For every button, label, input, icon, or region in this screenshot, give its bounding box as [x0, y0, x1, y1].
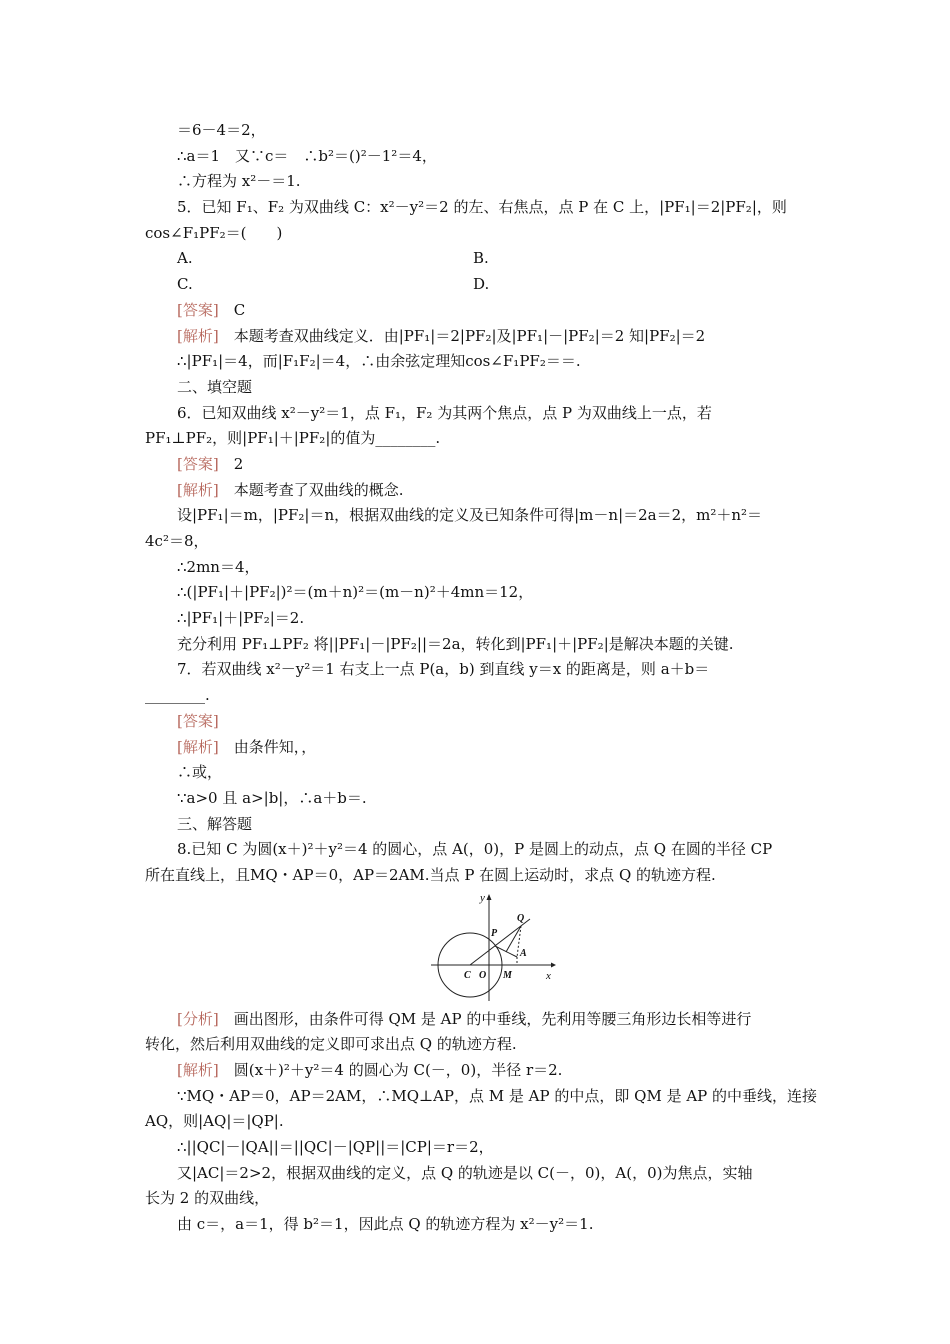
label-y: y [480, 891, 485, 904]
answer-tag: [答案] [177, 711, 219, 730]
question-7-stem-cont: ________. [145, 686, 210, 705]
question-5-stem: 5．已知 F₁、F₂ 为双曲线 C：x²－y²＝2 的左、右焦点，点 P 在 C 上，|PF₁|＝2|PF₂|，则 [177, 198, 787, 217]
question-6-stem: 6．已知双曲线 x²－y²＝1，点 F₁，F₂ 为其两个焦点，点 P 为双曲线上一点，若 [177, 403, 712, 422]
segment-QM [506, 926, 521, 952]
question-7-stem: 7．若双曲线 x²－y²＝1 右支上一点 P(a，b) 到直线 y＝x 的距离是，则 a＋b＝ [177, 660, 710, 679]
answer-tag: [答案] [177, 454, 219, 473]
text-line: ∴2mn＝4， [177, 557, 260, 576]
label-O: O [479, 969, 487, 981]
label-A: A [520, 947, 527, 959]
question-5-options [145, 246, 805, 272]
figure-svg [427, 891, 557, 1003]
analysis-text: 本题考查双曲线定义．由|PF₁|＝2|PF₂|及|PF₁|－|PF₂|＝2 知|PF₂|＝2 [218, 326, 706, 345]
label-P: P [491, 927, 498, 939]
fenxi-tag: [分析] [177, 1009, 219, 1028]
analysis-text: 圆(x＋)²＋y²＝4 的圆心为 C(－，0)，半径 r＝2. [218, 1061, 563, 1079]
analysis-text: 由条件知，， [218, 737, 317, 756]
option-a: A. [177, 249, 193, 268]
answer-text: 2 [218, 454, 244, 473]
question-6-stem-cont: PF₁⊥PF₂，则|PF₁|＋|PF₂|的值为________. [145, 429, 441, 448]
label-Q: Q [517, 912, 525, 924]
question-8-stem: 8.已知 C 为圆(x＋)²＋y²＝4 的圆心，点 A(，0)，P 是圆上的动点，点 Q 在圆的半径 CP [177, 840, 773, 859]
answer-tag: [答案] [177, 300, 219, 319]
analysis-tag: [解析] [177, 326, 219, 345]
text-line: ∴|PF₁|＝4，而|F₁F₂|＝4，∴由余弦定理知cos∠F₁PF₂＝＝. [177, 352, 581, 371]
analysis-line [145, 735, 805, 761]
text-line: 又|AC|＝2>2，根据双曲线的定义，点 Q 的轨迹是以 C(－，0)，A(，0)为焦点，实轴 [177, 1163, 753, 1182]
text-line: 长为 2 的双曲线， [145, 1189, 270, 1208]
text-line: ∴a＝1 又∵c＝ ∴b²＝()²－1²＝4， [177, 146, 437, 165]
answer-line [145, 709, 805, 735]
analysis-line [145, 324, 805, 350]
text-line: ＝6－4＝2， [177, 121, 266, 139]
section-heading: 三、解答题 [177, 814, 253, 833]
analysis-line [145, 478, 805, 504]
text-line: ∵a>0 且 a>|b|，∴a＋b＝. [177, 788, 367, 807]
text-line: ∴(|PF₁|＋|PF₂|)²＝(m＋n)²＝(m－n)²＋4mn＝12， [177, 583, 534, 602]
text-line: ∵MQ・AP＝0，AP＝2AM，∴MQ⊥AP，点 M 是 AP 的中点，即 QM 是 AP 的中垂线，连接 [177, 1086, 818, 1105]
option-c: C. [177, 275, 193, 294]
text-line: 转化，然后利用双曲线的定义即可求出点 Q 的轨迹方程. [145, 1035, 517, 1054]
text-line: 4c²＝8， [145, 532, 209, 550]
document-content [145, 118, 818, 1238]
text-line: ∴或， [177, 763, 223, 782]
option-d: D. [473, 275, 490, 294]
question-8-stem-cont: 所在直线上，且MQ・AP＝0，AP＝2AM.当点 P 在圆上运动时，求点 Q 的轨迹方程. [145, 865, 716, 884]
question-5-stem-cont: cos∠F₁PF₂＝( ) [145, 223, 283, 242]
question-5-options-2 [145, 272, 805, 298]
analysis-line [145, 1007, 805, 1033]
analysis-line [145, 1058, 805, 1084]
text-line: ∴方程为 x²－＝1. [177, 172, 301, 191]
text-line: ∴|PF₁|＋|PF₂|＝2. [177, 609, 305, 628]
option-b: B. [473, 249, 489, 268]
text-line: 充分利用 PF₁⊥PF₂ 将||PF₁|－|PF₂||＝2a，转化到|PF₁|＋|PF₂|是解决本题的关键. [177, 634, 734, 653]
answer-line [145, 452, 805, 478]
answer-line [145, 298, 805, 324]
text-line: ∴||QC|－|QA||＝||QC|－|QP||＝|CP|＝r＝2， [177, 1138, 494, 1157]
text-line: 设|PF₁|＝m，|PF₂|＝n，根据双曲线的定义及已知条件可得|m－n|＝2a＝2，m²＋n²＝ [177, 506, 763, 525]
label-x: x [546, 969, 551, 982]
text-line: AQ，则|AQ|＝|QP|. [145, 1112, 284, 1131]
circle-figure [145, 889, 805, 1007]
analysis-tag: [解析] [177, 480, 219, 499]
label-C: C [464, 969, 471, 981]
analysis-tag: [解析] [177, 737, 219, 756]
text-line: 由 c＝，a＝1，得 b²＝1，因此点 Q 的轨迹方程为 x²－y²＝1. [177, 1215, 594, 1234]
fenxi-text: 画出图形，由条件可得 QM 是 AP 的中垂线，先利用等腰三角形边长相等进行 [218, 1009, 752, 1028]
section-heading: 二、填空题 [177, 377, 253, 396]
analysis-tag: [解析] [177, 1061, 219, 1079]
label-M: M [503, 969, 512, 981]
analysis-text: 本题考查了双曲线的概念. [218, 480, 404, 499]
x-axis-arrow [551, 962, 556, 967]
answer-text: C [218, 300, 246, 319]
y-axis-arrow [487, 894, 492, 900]
